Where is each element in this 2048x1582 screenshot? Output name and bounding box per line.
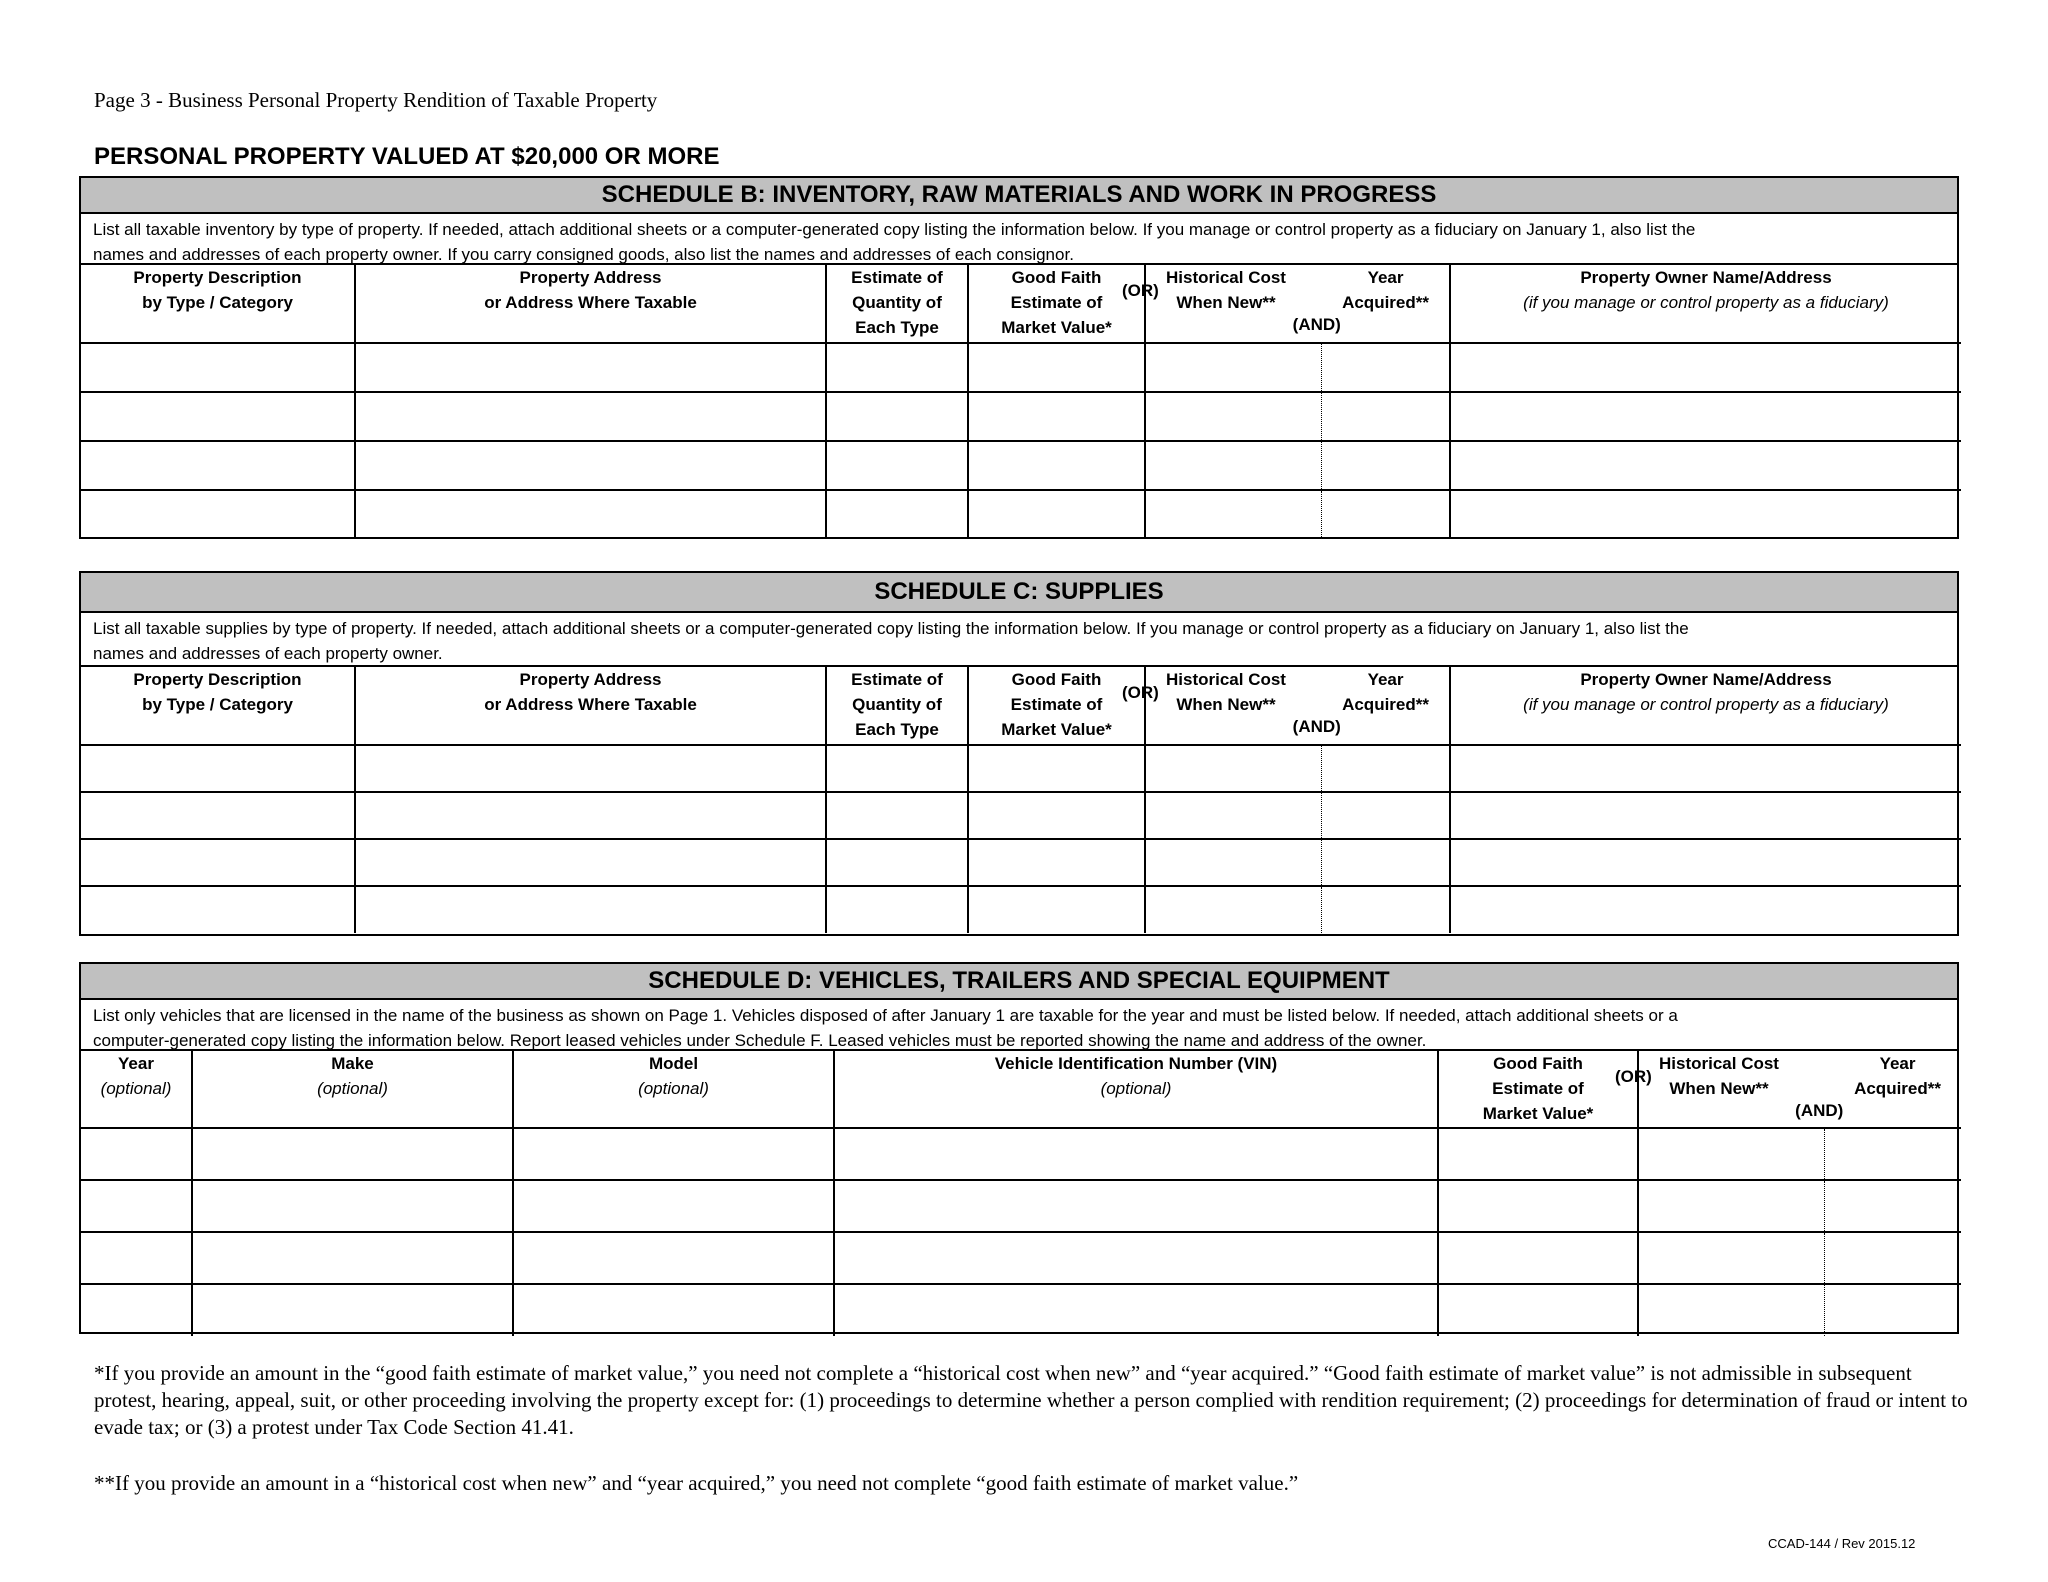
cell[interactable] [1638,1284,1824,1336]
cell[interactable] [192,1128,513,1180]
cell[interactable] [834,1128,1438,1180]
cell[interactable] [355,343,826,392]
cell[interactable] [513,1232,834,1284]
table-row[interactable] [81,392,1961,441]
header-row [81,667,1961,745]
cell[interactable] [1438,1284,1638,1336]
cell[interactable] [81,1232,192,1284]
cell[interactable] [355,792,826,839]
cell[interactable] [834,1180,1438,1232]
and-label: (AND) [1292,717,1341,736]
schedule-b-title: SCHEDULE B: INVENTORY, RAW MATERIALS AND WORK IN PROGRESS [81,178,1957,214]
instructions-line: computer-generated copy listing the information below. Report leased vehicles under Schedule F. Leased vehicles must be reported showing the name and address of the owner. [93,1031,1427,1050]
cell[interactable] [1450,490,1961,539]
and-label: (AND) [1292,315,1341,334]
table-row[interactable] [81,886,1961,933]
cell[interactable] [513,1180,834,1232]
cell[interactable] [513,1284,834,1336]
cell[interactable] [355,441,826,490]
header-good-faith: Good Faith Estimate of Market Value* [1438,1051,1638,1128]
instructions-line: names and addresses of each property owner. If you carry consigned goods, also list the names and addresses of each consignor. [93,245,1074,264]
header-model: Model (optional) [513,1051,834,1128]
cell[interactable] [968,441,1145,490]
cell[interactable] [81,1180,192,1232]
cell[interactable] [81,745,355,792]
cell[interactable] [826,441,968,490]
schedule-d-table [81,1051,1961,1336]
cell[interactable] [1450,441,1961,490]
form-id: CCAD-144 / Rev 2015.12 [1768,1536,1916,1551]
header-quantity: Estimate of Quantity of Each Type [826,265,968,343]
cell[interactable] [1638,1232,1824,1284]
cell[interactable] [826,745,968,792]
cell[interactable] [1450,886,1961,933]
cell[interactable] [81,839,355,886]
header-year: Year (optional) [81,1051,192,1128]
cell[interactable] [1145,839,1321,886]
schedule-c [79,571,1959,936]
cell[interactable] [1824,1128,1961,1180]
cell[interactable] [834,1232,1438,1284]
header-make: Make (optional) [192,1051,513,1128]
cell[interactable] [81,490,355,539]
cell[interactable] [1438,1180,1638,1232]
cell[interactable] [1321,490,1450,539]
cell[interactable] [1824,1180,1961,1232]
header-good-faith: Good Faith Estimate of Market Value* [968,667,1145,745]
cell[interactable] [826,392,968,441]
instructions-line: List all taxable inventory by type of property. If needed, attach additional sheets or a computer-generated copy listing the information below. If you manage or control property as a fiduciary on January 1, also list the [93,220,1696,239]
schedule-d-title: SCHEDULE D: VEHICLES, TRAILERS AND SPECIAL EQUIPMENT [81,964,1957,1000]
cell[interactable] [968,490,1145,539]
cell[interactable] [968,839,1145,886]
table-row[interactable] [81,1284,1961,1336]
cell[interactable] [968,343,1145,392]
cell[interactable] [1321,343,1450,392]
table-row[interactable] [81,343,1961,392]
cell[interactable] [968,886,1145,933]
cell[interactable] [355,886,826,933]
header-owner: Property Owner Name/Address (if you manage or control property as a fiduciary) [1450,265,1961,343]
table-row[interactable] [81,792,1961,839]
cell[interactable] [81,886,355,933]
or-label: (OR) [1122,683,1159,702]
cell[interactable] [81,343,355,392]
cell[interactable] [355,392,826,441]
cell[interactable] [1438,1232,1638,1284]
table-row[interactable] [81,1128,1961,1180]
cell[interactable] [1824,1284,1961,1336]
cell[interactable] [1450,343,1961,392]
instructions-line: names and addresses of each property owner. [93,644,443,663]
cell[interactable] [1638,1128,1824,1180]
header-owner: Property Owner Name/Address (if you manage or control property as a fiduciary) [1450,667,1961,745]
cell[interactable] [968,745,1145,792]
cell[interactable] [1145,392,1321,441]
cell[interactable] [968,792,1145,839]
or-label: (OR) [1615,1067,1652,1086]
schedule-c-table [81,667,1961,933]
cell[interactable] [355,745,826,792]
header-property-description: Property Description by Type / Category [81,667,355,745]
header-good-faith: Good Faith Estimate of Market Value* [968,265,1145,343]
or-label: (OR) [1122,281,1159,300]
cell[interactable] [1450,745,1961,792]
cell[interactable] [826,886,968,933]
instructions-line: List only vehicles that are licensed in the name of the business as shown on Page 1. Vehicles disposed of after January 1 are taxable for the year and must be listed below. If needed, attach additional sheets or a [93,1006,1678,1025]
schedule-c-instructions [81,613,1957,667]
table-row[interactable] [81,839,1961,886]
cell[interactable] [826,839,968,886]
cell[interactable] [192,1180,513,1232]
table-row[interactable] [81,1180,1961,1232]
cell[interactable] [1450,839,1961,886]
cell[interactable] [81,1128,192,1180]
cell[interactable] [1145,886,1321,933]
main-heading: PERSONAL PROPERTY VALUED AT $20,000 OR MORE [94,143,720,170]
header-historical-cost-year: (OR) Historical Cost When New** Year Acquired** (AND) [1638,1051,1961,1128]
cell[interactable] [834,1284,1438,1336]
footnote-good-faith: *If you provide an amount in the “good faith estimate of market value,” you need not complete a “historical cost when new” and “year acquired.” “Good faith estimate of market value” is not admissible in subsequent protest, hearing, appeal, suit, or other proceeding involving the property except for: (1) proceedings to determine whether a person complied with rendition requirement; (2) proceedings for determination of fraud or intent to evade tax; or (3) a protest under Tax Code Section 41.41. [94,1361,1968,1439]
table-row[interactable] [81,441,1961,490]
header-row [81,1051,1961,1128]
cell[interactable] [826,343,968,392]
cell[interactable] [1321,839,1450,886]
cell[interactable] [1321,792,1450,839]
cell[interactable] [1438,1128,1638,1180]
header-vin: Vehicle Identification Number (VIN) (optional) [834,1051,1438,1128]
cell[interactable] [1145,490,1321,539]
header-quantity: Estimate of Quantity of Each Type [826,667,968,745]
header-historical-cost-year: (OR) Historical Cost When New** Year Acquired** (AND) [1145,667,1450,745]
cell[interactable] [1145,441,1321,490]
table-row[interactable] [81,745,1961,792]
schedule-d [79,962,1959,1334]
cell[interactable] [192,1284,513,1336]
header-property-description: Property Description by Type / Category [81,265,355,343]
cell[interactable] [826,792,968,839]
cell[interactable] [1450,792,1961,839]
schedule-b-table [81,265,1961,539]
cell[interactable] [1321,886,1450,933]
header-row [81,265,1961,343]
cell[interactable] [968,392,1145,441]
schedule-b-instructions [81,214,1957,265]
cell[interactable] [1321,441,1450,490]
cell[interactable] [1145,792,1321,839]
cell[interactable] [826,490,968,539]
schedule-b [79,176,1959,539]
cell[interactable] [1145,745,1321,792]
cell[interactable] [355,490,826,539]
cell[interactable] [513,1128,834,1180]
cell[interactable] [1638,1180,1824,1232]
cell[interactable] [1145,343,1321,392]
cell[interactable] [1321,745,1450,792]
page-header: Page 3 - Business Personal Property Rendition of Taxable Property [94,88,658,112]
header-property-address: Property Address or Address Where Taxable [355,265,826,343]
instructions-line: List all taxable supplies by type of property. If needed, attach additional sheets or a computer-generated copy listing the information below. If you manage or control property as a fiduciary on January 1, also list the [93,619,1689,638]
table-row[interactable] [81,490,1961,539]
cell[interactable] [1321,392,1450,441]
schedule-d-instructions [81,1000,1957,1051]
header-property-address: Property Address or Address Where Taxable [355,667,826,745]
cell[interactable] [1824,1232,1961,1284]
table-row[interactable] [81,1232,1961,1284]
cell[interactable] [1450,392,1961,441]
cell[interactable] [355,839,826,886]
cell[interactable] [81,792,355,839]
header-historical-cost-year: (OR) Historical Cost When New** Year Acquired** (AND) [1145,265,1450,343]
schedule-c-title: SCHEDULE C: SUPPLIES [81,573,1957,613]
cell[interactable] [192,1232,513,1284]
cell[interactable] [81,392,355,441]
footnote-historical-cost: **If you provide an amount in a “historical cost when new” and “year acquired,” you need not complete “good faith estimate of market value.” [94,1471,1299,1495]
cell[interactable] [81,441,355,490]
and-label: (AND) [1795,1101,1844,1120]
cell[interactable] [81,1284,192,1336]
